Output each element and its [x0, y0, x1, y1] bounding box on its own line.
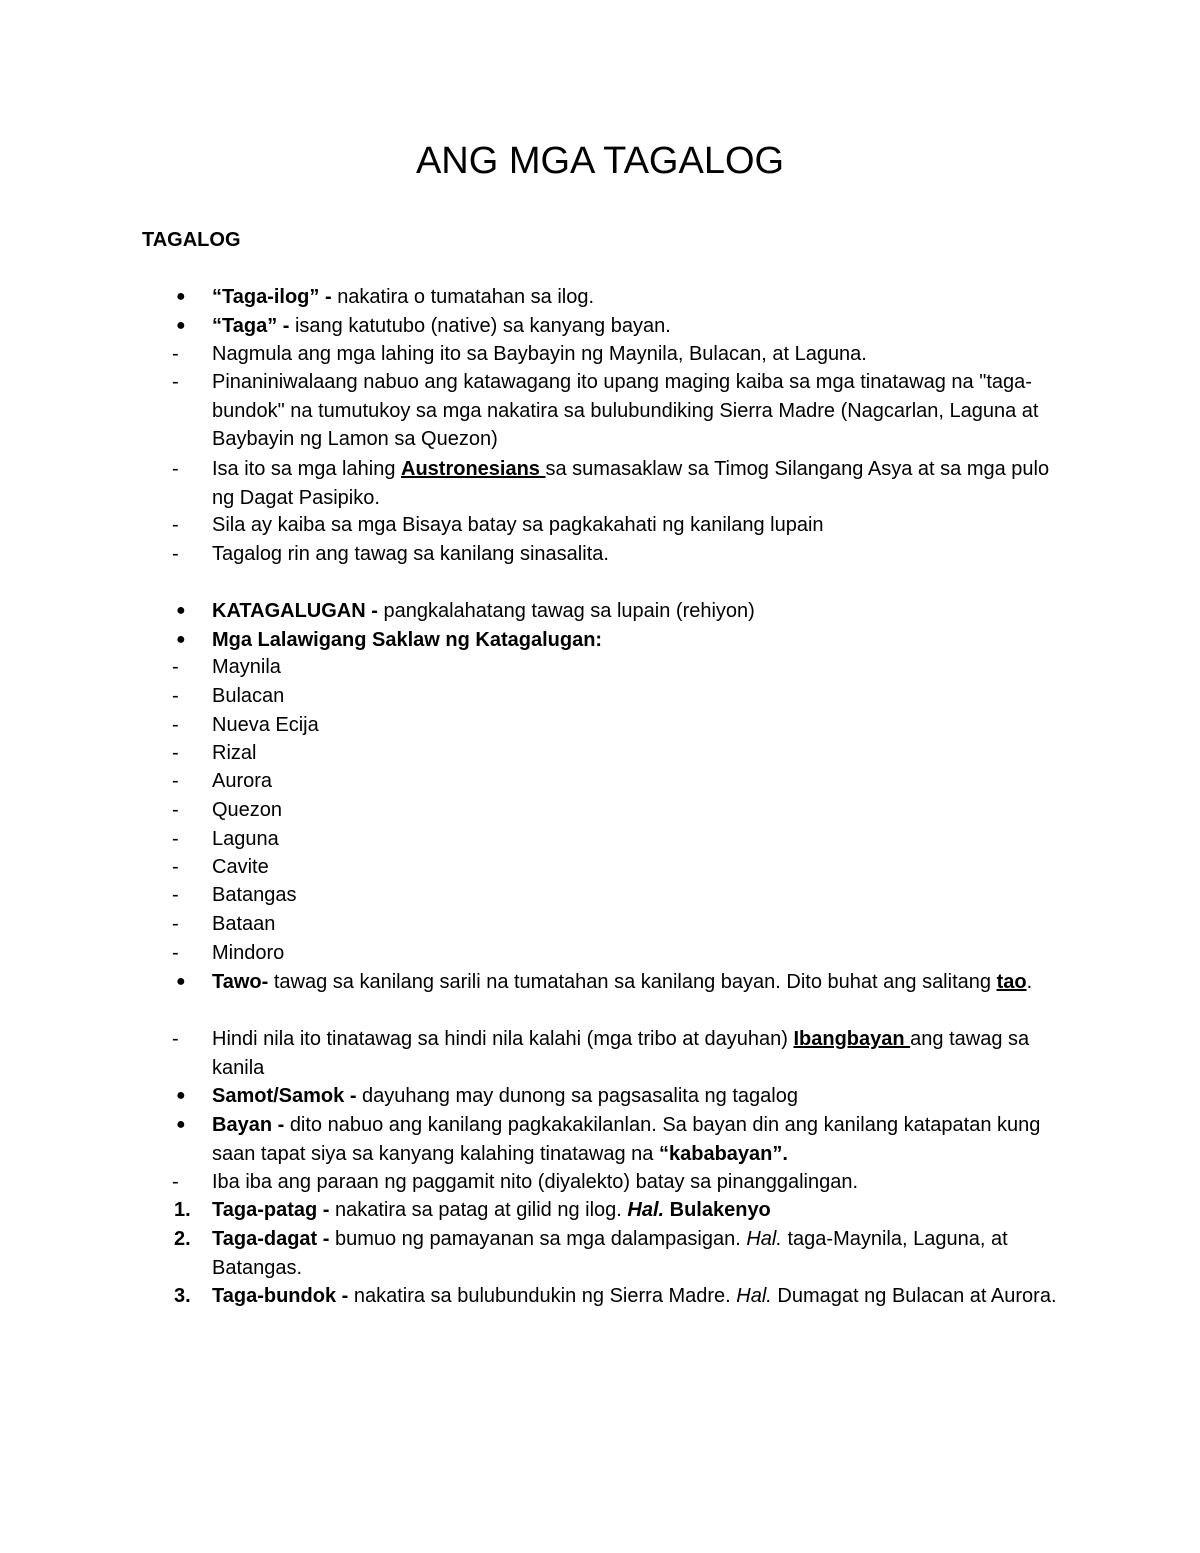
list-number: 3.	[174, 1285, 191, 1307]
list-item-text	[212, 1025, 1067, 1082]
bullet-icon: ●	[176, 1087, 186, 1104]
page-title: ANG MGA TAGALOG	[415, 140, 785, 182]
bullet-icon: ●	[176, 602, 186, 619]
dash-marker: -	[172, 770, 179, 792]
dash-marker: -	[172, 828, 179, 850]
text-run: Maynila	[212, 656, 281, 678]
dash-marker: -	[172, 1028, 179, 1050]
list-item-text	[212, 1111, 1067, 1168]
text-run: nakatira sa patag at gilid ng ilog.	[334, 1199, 628, 1221]
list-item-text	[212, 767, 1067, 796]
dash-marker: -	[172, 799, 179, 821]
list-number: 1.	[174, 1199, 191, 1221]
list-item-text	[212, 796, 1067, 825]
text-run: isang katutubo (native) sa kanyang bayan.	[294, 315, 671, 337]
text-run: Bayan -	[212, 1114, 290, 1136]
dash-marker: -	[172, 343, 179, 365]
dash-marker: -	[172, 656, 179, 678]
list-item-text	[212, 455, 1067, 512]
dash-marker: -	[172, 942, 179, 964]
dash-marker: -	[172, 884, 179, 906]
text-run: Bulacan	[212, 685, 285, 707]
list-item-text	[212, 1168, 1067, 1197]
list-item-text	[212, 1225, 1067, 1282]
text-run: Hal.	[627, 1199, 665, 1221]
list-item-text	[212, 597, 1067, 626]
text-run: Samot/Samok -	[212, 1085, 363, 1107]
list-item-text	[212, 711, 1067, 740]
text-run: tao	[996, 971, 1027, 993]
text-run: KATAGALUGAN -	[212, 600, 384, 622]
text-run: sa sumasaklaw sa Timog Silangang Asya at sa mga pulo ng Dagat Pasipiko.	[212, 458, 1050, 509]
text-run: Taga-dagat -	[212, 1228, 335, 1250]
dash-marker: -	[172, 685, 179, 707]
text-run: Dumagat ng Bulacan at Aurora.	[771, 1285, 1057, 1307]
list-item-text	[212, 283, 1067, 312]
text-run: Sila ay kaiba sa mga Bisaya batay sa pagkakahati ng kanilang lupain	[212, 514, 824, 536]
list-item-text	[212, 968, 1067, 997]
list-item-text	[212, 739, 1067, 768]
text-run: Laguna	[212, 828, 279, 850]
text-run: Nagmula ang mga lahing ito sa Baybayin ng Maynila, Bulacan, at Laguna.	[212, 343, 867, 365]
text-run: Iba iba ang paraan ng paggamit nito (diyalekto) batay sa pinanggalingan.	[212, 1171, 859, 1193]
bullet-icon: ●	[176, 973, 186, 990]
text-run: taga-Maynila, Laguna, at Batangas.	[212, 1228, 1008, 1279]
text-run: Taga-bundok -	[212, 1285, 354, 1307]
bullet-icon: ●	[176, 288, 186, 305]
text-run: dito nabuo ang kanilang pagkakakilanlan. Sa bayan din ang kanilang katapatan kung saan tapat siya sa kanyang kalahing tinatawag na	[212, 1114, 1041, 1165]
text-run: bumuo ng pamayanan sa mga dalampasigan.	[334, 1228, 747, 1250]
dash-marker: -	[172, 742, 179, 764]
list-item-text	[212, 853, 1067, 882]
list-item-text	[212, 312, 1067, 341]
text-run: Aurora	[212, 770, 273, 792]
text-run: Hal.	[746, 1228, 782, 1250]
text-run: Mindoro	[212, 942, 285, 964]
text-run: “Taga” -	[212, 315, 295, 337]
text-run: Tagalog rin ang tawag sa kanilang sinasalita.	[212, 543, 609, 565]
list-number: 2.	[174, 1228, 191, 1250]
text-run: “Taga-ilog” -	[212, 286, 338, 308]
dash-marker: -	[172, 371, 179, 393]
bullet-icon: ●	[176, 317, 186, 334]
text-run: Hal.	[736, 1285, 772, 1307]
bullet-icon: ●	[176, 631, 186, 648]
bullet-icon: ●	[176, 1116, 186, 1133]
text-run: nakatira o tumatahan sa ilog.	[337, 286, 595, 308]
list-item-text	[212, 1282, 1067, 1311]
text-run: Isa ito sa mga lahing	[212, 458, 401, 480]
text-run: Hindi nila ito tinatawag sa hindi nila kalahi (mga tribo at dayuhan)	[212, 1028, 794, 1050]
dash-marker: -	[172, 1171, 179, 1193]
list-item-text	[212, 825, 1067, 854]
list-item-text	[212, 1082, 1067, 1111]
dash-marker: -	[172, 856, 179, 878]
list-item-text	[212, 511, 1067, 540]
text-run: Cavite	[212, 856, 269, 878]
text-run: Taga-patag -	[212, 1199, 335, 1221]
list-item-text	[212, 1196, 1067, 1225]
list-item-text	[212, 881, 1067, 910]
dash-marker: -	[172, 714, 179, 736]
list-item-text	[212, 653, 1067, 682]
dash-marker: -	[172, 514, 179, 536]
list-item-text	[212, 910, 1067, 939]
text-run: Bulakenyo	[664, 1199, 771, 1221]
list-item-text	[212, 682, 1067, 711]
text-run: Quezon	[212, 799, 283, 821]
text-run: Batangas	[212, 884, 297, 906]
text-run: Ibangbayan	[793, 1028, 911, 1050]
list-item-text	[212, 626, 1067, 655]
text-run: Mga Lalawigang Saklaw ng Katagalugan:	[212, 629, 603, 651]
dash-marker: -	[172, 543, 179, 565]
list-item-text	[212, 540, 1067, 569]
list-item-text	[212, 939, 1067, 968]
text-run: Tawo-	[212, 971, 274, 993]
text-run: Rizal	[212, 742, 257, 764]
text-run: pangkalahatang tawag sa lupain (rehiyon)	[383, 600, 755, 622]
text-run: .	[1026, 971, 1033, 993]
text-run: Austronesians	[401, 458, 546, 480]
text-run: dayuhang may dunong sa pagsasalita ng tagalog	[362, 1085, 798, 1107]
text-run: tawag sa kanilang sarili na tumatahan sa kanilang bayan. Dito buhat ang salitang	[273, 971, 997, 993]
section-heading: TAGALOG	[142, 229, 241, 251]
dash-marker: -	[172, 913, 179, 935]
text-run: “kababayan”.	[658, 1142, 788, 1165]
text-run: Nueva Ecija	[212, 714, 319, 736]
text-run: Bataan	[212, 913, 276, 935]
list-item-text	[212, 340, 1067, 369]
text-run: ang tawag sa kanila	[212, 1028, 1030, 1079]
dash-marker: -	[172, 458, 179, 480]
text-run: nakatira sa bulubundukin ng Sierra Madre.	[353, 1285, 737, 1307]
text-run: Pinaniniwalaang nabuo ang katawagang ito upang maging kaiba sa mga tinatawag na "taga-bundok" na tumutukoy sa mga nakatira sa bulubundiking Sierra Madre (Nagcarlan, Laguna at Baybayin ng Lamon sa Quezon)	[212, 371, 1039, 450]
list-item-text	[212, 368, 1067, 454]
